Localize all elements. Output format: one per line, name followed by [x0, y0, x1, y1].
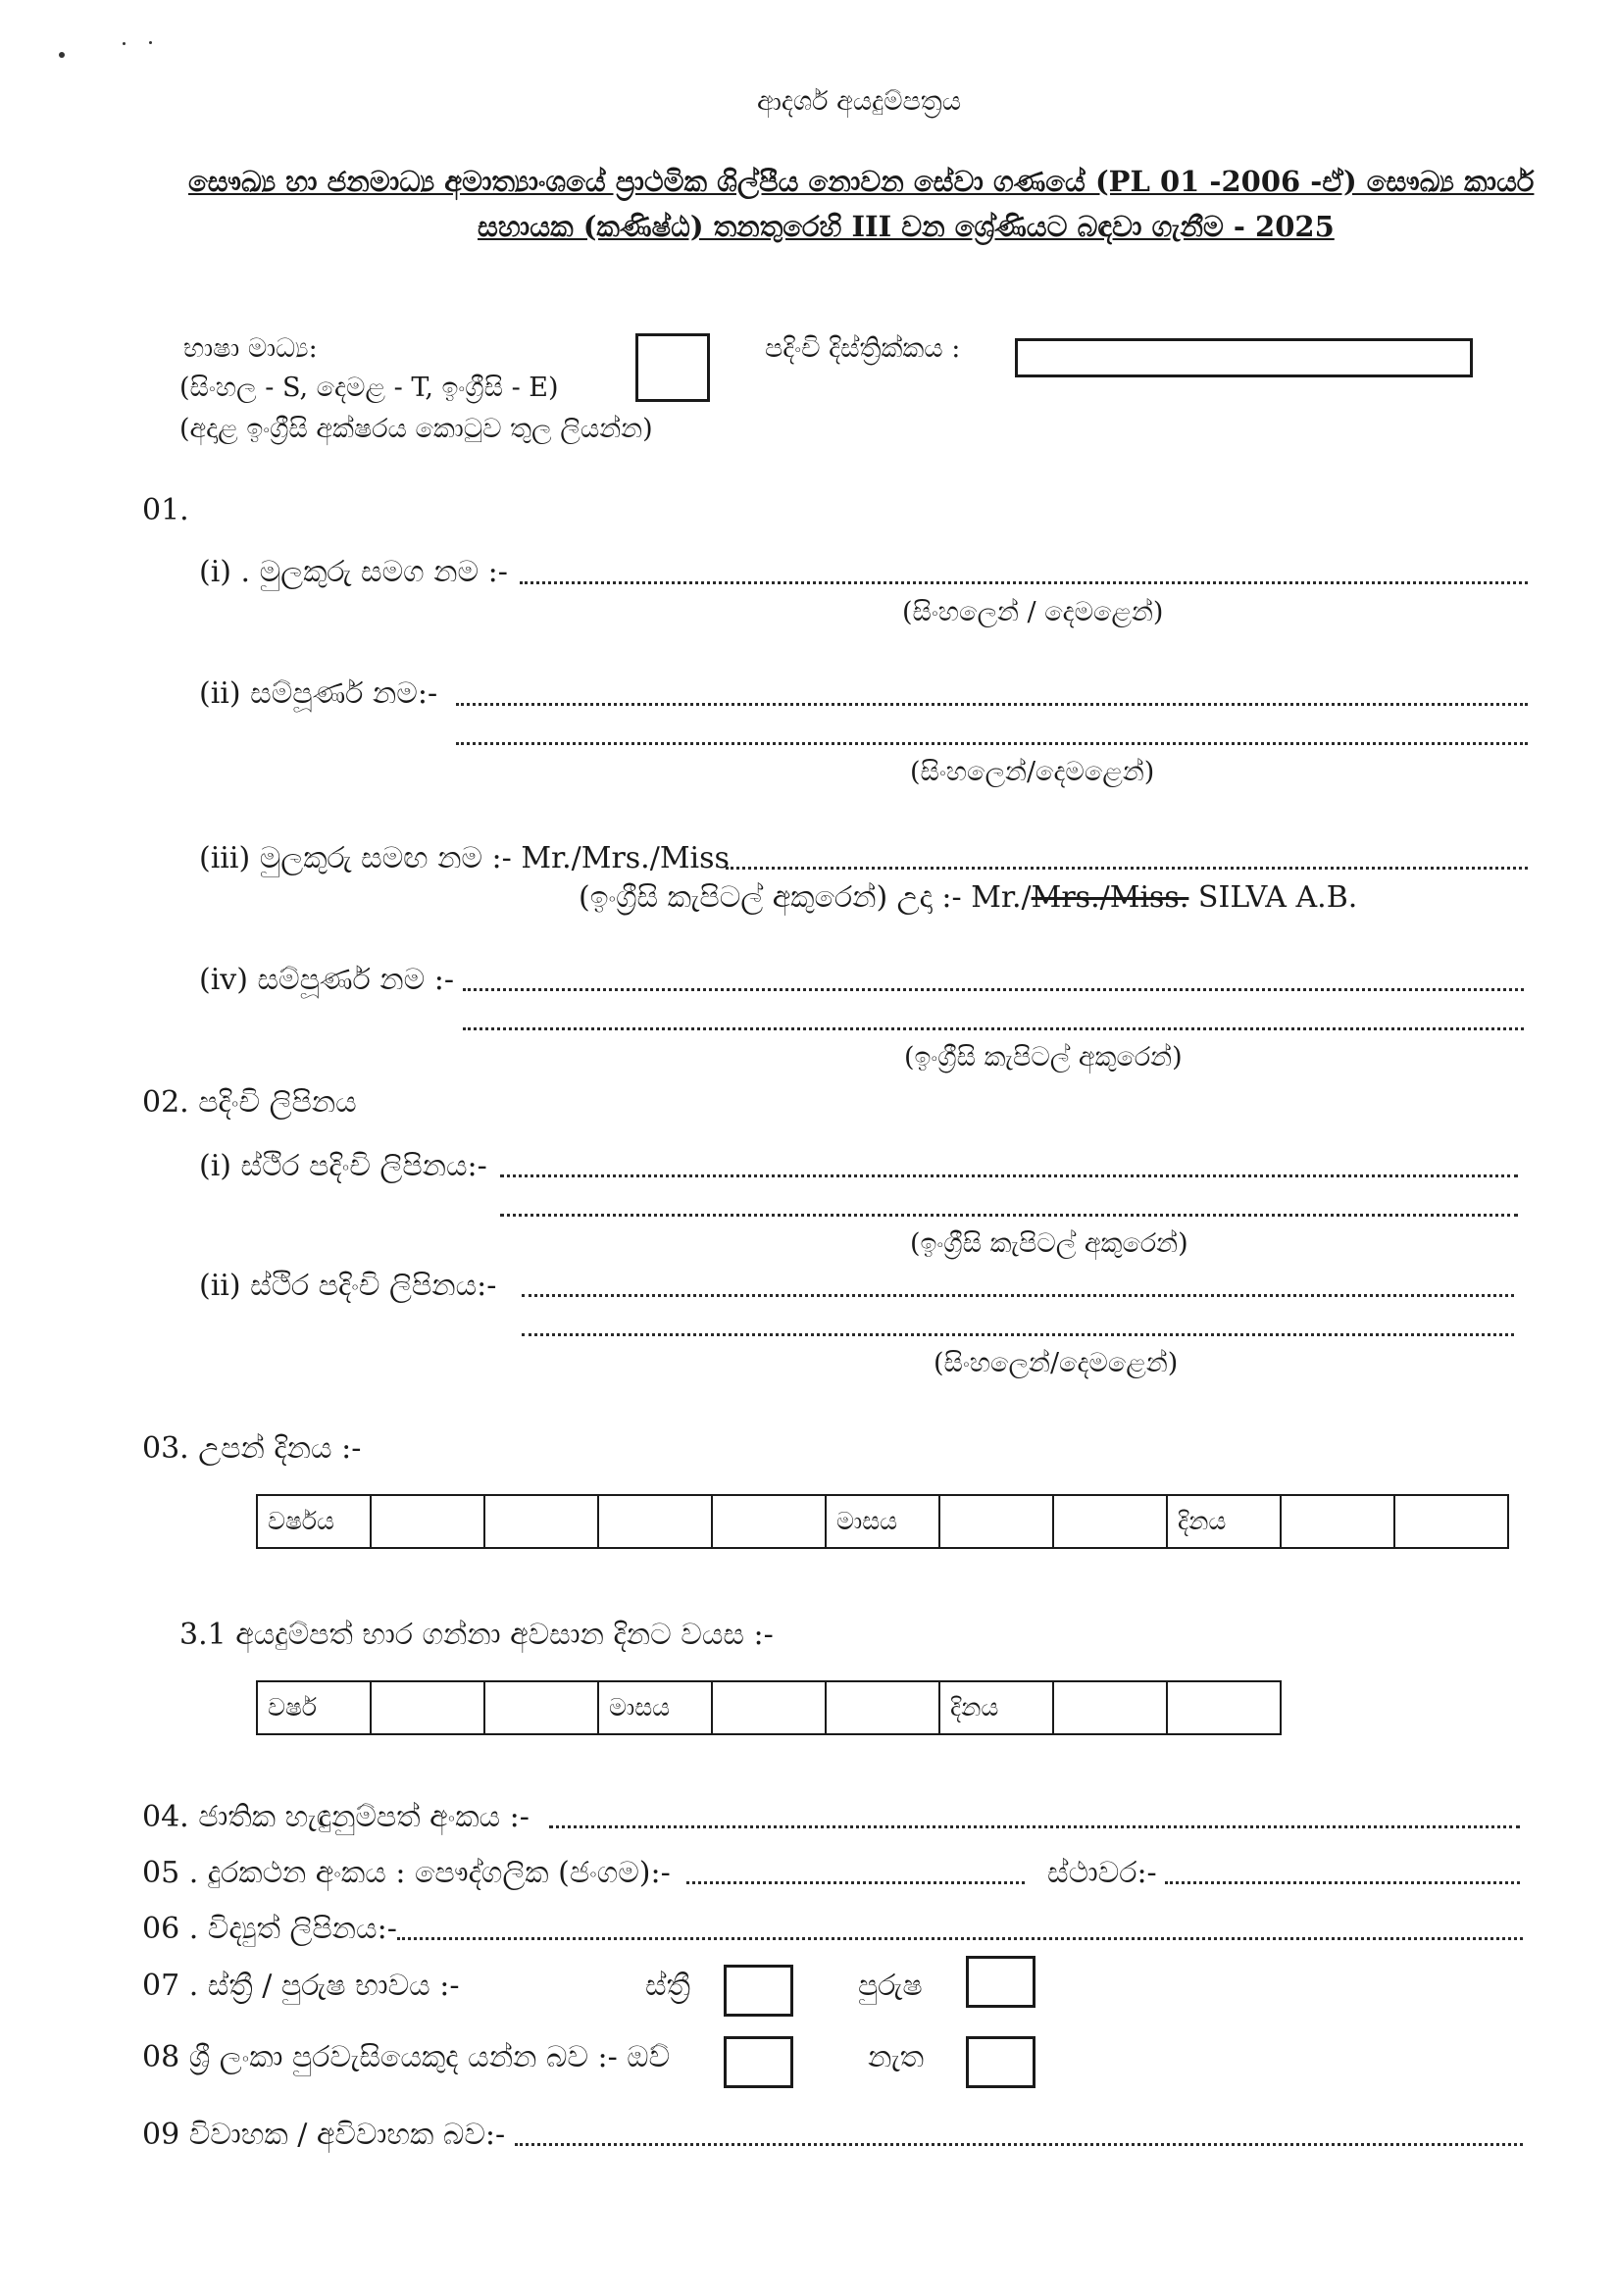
name-example-struck: Mrs./Miss.	[1031, 880, 1189, 915]
dob-cell-year-4[interactable]	[712, 1495, 826, 1548]
phone-mobile-field[interactable]	[686, 1881, 1025, 1884]
form-title: ආදර්ශ අයදුම්පත්‍රය	[757, 86, 962, 117]
full-name-en-field-line1[interactable]	[463, 988, 1524, 991]
full-name-note: (සිංහලෙන්/දෙමළෙන්)	[910, 757, 1155, 787]
medium-options: (සිංහල - S, දෙමළ - T, ඉංග්‍රීසි - E)	[179, 373, 559, 403]
marital-status-label: 09 විවාහක / අවිවාහක බව:-	[142, 2118, 506, 2152]
name-initials-en-field[interactable]	[726, 867, 1528, 870]
full-name-field-line1[interactable]	[456, 703, 1528, 706]
dob-cell-month-label: මාසය	[826, 1495, 939, 1548]
age-cell-year-1[interactable]	[371, 1681, 484, 1734]
address2-label: (ii) ස්ථිර පදිංචි ලිපිනය:-	[199, 1269, 497, 1303]
scan-speck	[59, 52, 65, 58]
age-cell-day-1[interactable]	[1053, 1681, 1167, 1734]
address1-field-line2[interactable]	[500, 1214, 1518, 1217]
age-cell-day-label: දිනය	[939, 1681, 1053, 1734]
phone-landline-label: ස්ථාවර:-	[1047, 1856, 1157, 1890]
name-example-prefix: (ඉංග්‍රීසි කැපිටල් අකුරෙන්) උදා :- Mr./	[579, 880, 1032, 915]
section-1-number: 01.	[142, 493, 189, 527]
name-initials-en-label: (iii) මුලකුරු සමඟ නම :- Mr./Mrs./Miss	[199, 841, 730, 875]
dob-cell-year-label: වර්ෂය	[257, 1495, 371, 1548]
dob-cell-year-1[interactable]	[371, 1495, 484, 1548]
form-heading-line2: සහායක (කණිෂ්ඨ) තනතුරෙහි III වන ශ්‍රේණියට බඳවා ගැනීම - 2025	[478, 210, 1335, 243]
age-label: 3.1 අයදුම්පත් භාර ගන්නා අවසාන දිනට වයස :-	[179, 1618, 774, 1652]
age-cell-month-1[interactable]	[712, 1681, 826, 1734]
address2-field-line1[interactable]	[522, 1294, 1514, 1297]
marital-status-field[interactable]	[515, 2143, 1523, 2146]
address-heading: 02. පදිංචි ලිපිනය	[142, 1085, 357, 1120]
email-field[interactable]	[397, 1937, 1523, 1940]
gender-male-checkbox[interactable]	[966, 1956, 1035, 2008]
age-cell-year-label: වර්ෂ	[257, 1681, 371, 1734]
dob-table	[256, 1494, 1509, 1549]
gender-female-checkbox[interactable]	[724, 1965, 793, 2017]
address2-field-line2[interactable]	[522, 1333, 1514, 1336]
gender-female-label: ස්ත්‍රී	[645, 1969, 690, 2003]
name-example	[579, 880, 1357, 915]
age-row	[257, 1681, 1281, 1734]
address1-field-line1[interactable]	[500, 1174, 1518, 1177]
age-cell-month-label: මාසය	[598, 1681, 712, 1734]
phone-mobile-label: 05 . දුරකථන අංකය : පෞද්ගලික (ජංගම):-	[142, 1856, 671, 1890]
full-name-en-note: (ඉංග්‍රීසි කැපිටල් අකුරෙන්)	[904, 1042, 1183, 1073]
scan-speck	[123, 42, 126, 45]
citizenship-label: 08 ශ්‍රී ලංකා පුරවැසියෙකුද යන්න බව :- ඔව්	[142, 2040, 671, 2074]
name-initials-label: (i) . මුලකුරු සමග නම :-	[199, 555, 508, 589]
age-cell-day-2[interactable]	[1167, 1681, 1281, 1734]
citizenship-no-checkbox[interactable]	[966, 2036, 1035, 2088]
phone-landline-field[interactable]	[1165, 1881, 1520, 1884]
gender-label: 07 . ස්ත්‍රී / පුරුෂ භාවය :-	[142, 1969, 460, 2003]
full-name-en-field-line2[interactable]	[463, 1027, 1524, 1030]
address1-label: (i) ස්ථිර පදිංචි ලිපිනය:-	[199, 1149, 487, 1183]
nic-label: 04. ජාතික හැඳුනුම්පත් අංකය :-	[142, 1800, 530, 1834]
dob-cell-day-label: දිනය	[1167, 1495, 1281, 1548]
nic-field[interactable]	[549, 1825, 1520, 1828]
medium-input-box[interactable]	[635, 333, 710, 402]
name-initials-note: (සිංහලෙන් / දෙමළෙන්)	[902, 597, 1164, 627]
age-table	[256, 1680, 1282, 1735]
form-heading-line1: සෞඛ්‍ය හා ජනමාධ්‍ය අමාත්‍යාංශයේ ප්‍රාථමික ශිල්පීය නොවන සේවා ගණයේ (PL 01 -2006 -ඒ) සෞඛ්‍ය කාර්ය	[188, 165, 1535, 198]
dob-row	[257, 1495, 1508, 1548]
dob-cell-month-1[interactable]	[939, 1495, 1053, 1548]
scan-speck	[149, 41, 152, 44]
full-name-field-line2[interactable]	[456, 742, 1528, 745]
address2-note: (සිංහලෙන්/දෙමළෙන්)	[934, 1348, 1179, 1378]
medium-instruction: (අදාළ ඉංග්‍රීසි අක්ෂරය කොටුව තුල ලියන්න)	[179, 414, 653, 444]
dob-cell-month-2[interactable]	[1053, 1495, 1167, 1548]
gender-male-label: පුරුෂ	[858, 1969, 923, 2003]
name-example-suffix: SILVA A.B.	[1188, 880, 1358, 915]
dob-cell-year-2[interactable]	[484, 1495, 598, 1548]
dob-cell-year-3[interactable]	[598, 1495, 712, 1548]
dob-cell-day-2[interactable]	[1394, 1495, 1508, 1548]
citizenship-yes-checkbox[interactable]	[724, 2036, 793, 2088]
district-label: පදිංචි දිස්ත්‍රික්කය :	[765, 333, 961, 364]
email-label: 06 . විද්‍යුත් ලිපිනය:-	[142, 1912, 397, 1946]
name-initials-field[interactable]	[520, 581, 1528, 584]
address1-note: (ඉංග්‍රීසි කැපිටල් අකුරෙන්)	[910, 1228, 1188, 1259]
full-name-label: (ii) සම්පූර්ණ නම:-	[199, 676, 438, 711]
dob-heading: 03. උපන් දිනය :-	[142, 1431, 362, 1466]
age-cell-year-2[interactable]	[484, 1681, 598, 1734]
age-cell-month-2[interactable]	[826, 1681, 939, 1734]
dob-cell-day-1[interactable]	[1281, 1495, 1394, 1548]
medium-label: භාෂා මාධ්‍ය:	[183, 333, 318, 364]
citizenship-no-label: නැත	[868, 2040, 925, 2074]
district-input-box[interactable]	[1015, 338, 1473, 377]
full-name-en-label: (iv) සම්පූර්ණ නම :-	[199, 963, 454, 997]
